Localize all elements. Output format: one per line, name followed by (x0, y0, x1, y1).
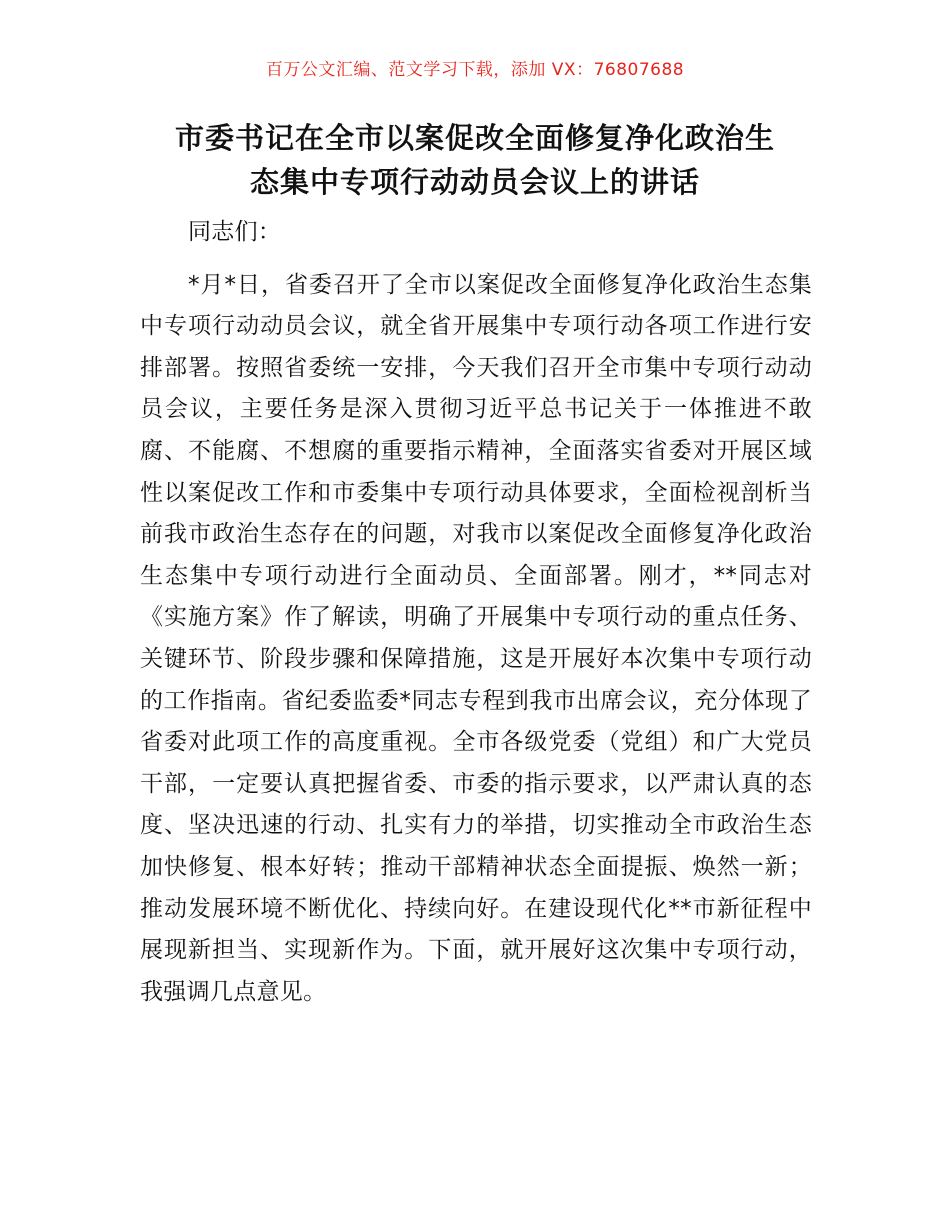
salutation: 同志们： (188, 219, 282, 245)
body-paragraph: *月*日，省委召开了全市以案促改全面修复净化政治生态集中专项行动动员会议，就全省开展集中专项行动各项工作进行安排部署。按照省委统一安排，今天我们召开全市集中专项行动动员会议，主要任务是深入贯彻习近平总书记关于一体推进不敢腐、不能腐、不想腐的重要指示精神，全面落实省委对开展区域性以案促改工作和市委集中专项行动具体要求，全面检视剖析当前我市政治生态存在的问题，对我市以案促改全面修复净化政治生态集中专项行动进行全面动员、全面部署。刚才，**同志对《实施方案》作了解读，明确了开展集中专项行动的重点任务、关键环节、阶段步骤和保障措施，这是开展好本次集中专项行动的工作指南。省纪委监委*同志专程到我市出席会议，充分体现了省委对此项工作的高度重视。全市各级党委（党组）和广大党员干部，一定要认真把握省委、市委的指示要求，以严肃认真的态度、坚决迅速的行动、扎实有力的举措，切实推动全市政治生态加快修复、根本好转；推动干部精神状态全面提振、焕然一新；推动发展环境不断优化、持续向好。在建设现代化**市新征程中展现新担当、实现新作为。下面，就开展好这次集中专项行动，我强调几点意见。 (140, 271, 812, 1005)
document-title-line-1: 市委书记在全市以案促改全面修复净化政治生 (174, 121, 775, 155)
header-download-note: 百万公文汇编、范文学习下载，添加 VX：76807688 (265, 60, 685, 80)
document-title (110, 116, 840, 204)
document-body (140, 212, 812, 1013)
document-title-line-2: 态集中专项行动动员会议上的讲话 (249, 165, 700, 199)
